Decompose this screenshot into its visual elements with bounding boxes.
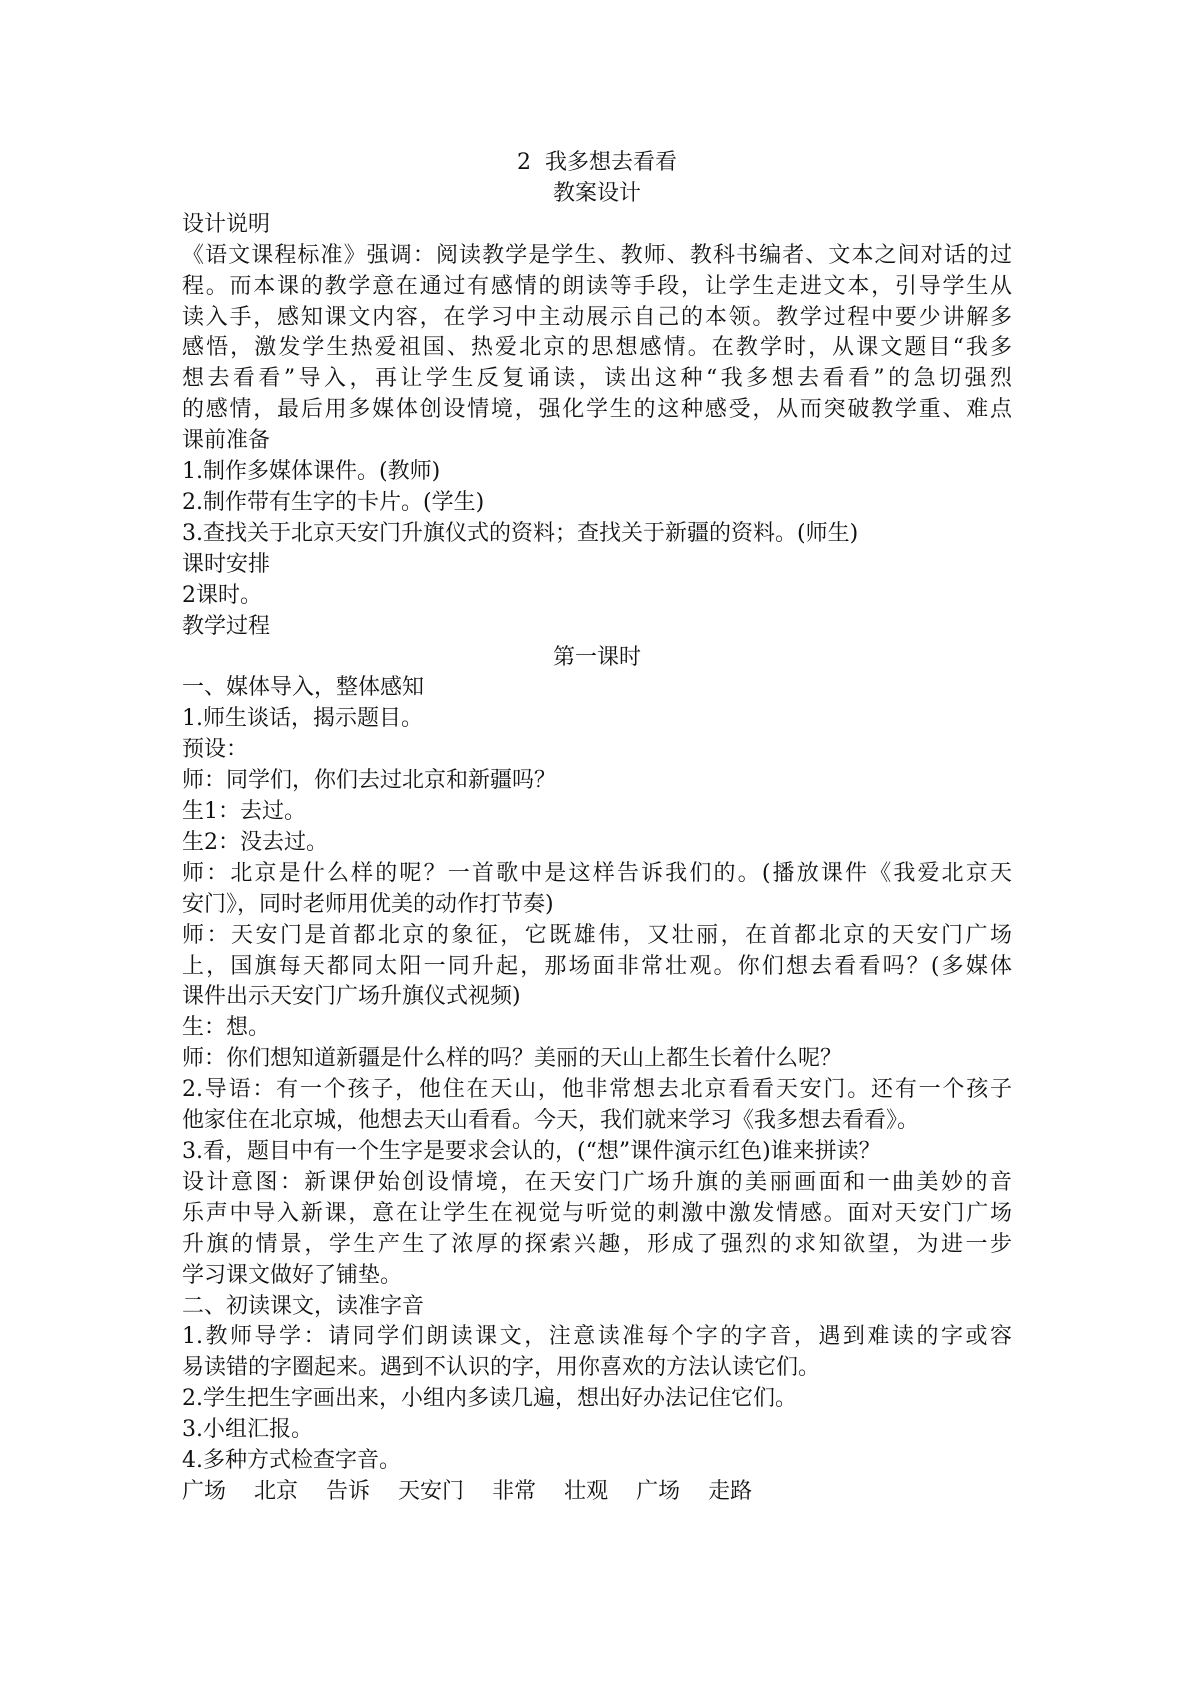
paragraph-line: 2.导语：有一个孩子，他住在天山，他非常想去北京看看天安门。还有一个孩子 bbox=[182, 1077, 1012, 1103]
design-intent-line: 学习课文做好了铺垫。 bbox=[182, 1262, 403, 1288]
design-intent-line: 升旗的情景，学生产生了浓厚的探索兴趣，形成了强烈的求知欲望，为进一步 bbox=[182, 1231, 1012, 1257]
intro-line: 的感情，最后用多媒体创设情境，强化学生的这种感受，从而突破教学重、难点 bbox=[182, 397, 1012, 423]
intro-line: 想去看看”导入，再让学生反复诵读，读出这种“我多想去看看”的急切强烈 bbox=[182, 366, 1012, 392]
paragraph-line: 易读错的字圈起来。遇到不认识的字，用你喜欢的方法认读它们。 bbox=[182, 1355, 821, 1381]
design-intent-line: 乐声中导入新课，意在让学生在视觉与听觉的刺激中激发情感。面对天安门广场 bbox=[182, 1200, 1012, 1226]
part1-line: 3.看，题目中有一个生字是要求会认的，(“想”课件演示红色)谁来拼读？ bbox=[182, 1139, 881, 1164]
intro-line: 《语文课程标准》强调：阅读教学是学生、教师、教科书编者、文本之间对话的过 bbox=[182, 242, 1012, 268]
paragraph-line: 安门》，同时老师用优美的动作打节奏) bbox=[182, 891, 554, 917]
part2-line: 2.学生把生字画出来，小组内多读几遍，想出好办法记住它们。 bbox=[182, 1386, 797, 1412]
word-item: 北京 bbox=[254, 1478, 299, 1504]
part1-line: 生：想。 bbox=[182, 1015, 271, 1041]
title-text: 我多想去看看 bbox=[544, 150, 677, 175]
part1-line: 师：你们想知道新疆是什么样的吗？美丽的天山上都生长着什么呢？ bbox=[182, 1046, 843, 1072]
prep-item: 3.查找关于北京天安门升旗仪式的资料；查找关于新疆的资料。(师生) bbox=[182, 520, 859, 546]
word-list bbox=[182, 1477, 1012, 1508]
document-page bbox=[182, 148, 1012, 1508]
section-process: 教学过程 bbox=[182, 613, 271, 639]
word-item: 天安门 bbox=[398, 1478, 465, 1504]
paragraph-line: 师：天安门是首都北京的象征，它既雄伟，又壮丽，在首都北京的天安门广场 bbox=[182, 922, 1012, 948]
lesson1-title: 第一课时 bbox=[552, 644, 641, 670]
part1-line: 1.师生谈话，揭示题目。 bbox=[182, 706, 423, 732]
prep-item: 2.制作带有生字的卡片。(学生) bbox=[182, 489, 485, 515]
word-item: 告诉 bbox=[326, 1478, 371, 1504]
intro-line: 读入手，感知课文内容，在学习中主动展示自己的本领。教学过程中要少讲解多 bbox=[182, 304, 1012, 330]
part2-line: 3.小组汇报。 bbox=[182, 1417, 313, 1443]
prep-item: 1.制作多媒体课件。(教师) bbox=[182, 459, 441, 485]
word-item: 广场 bbox=[182, 1478, 227, 1504]
part1-line: 生2：没去过。 bbox=[182, 829, 328, 855]
part2-title: 二、初读课文，读准字音 bbox=[182, 1293, 425, 1319]
part2-line: 4.多种方式检查字音。 bbox=[182, 1448, 401, 1474]
section-design-note: 设计说明 bbox=[182, 211, 271, 237]
paragraph-line: 上，国旗每天都同太阳一同升起，那场面非常壮观。你们想去看看吗？(多媒体 bbox=[182, 953, 1012, 979]
doc-subtitle: 教案设计 bbox=[552, 180, 641, 206]
part1-title: 一、媒体导入，整体感知 bbox=[182, 675, 425, 701]
word-item: 非常 bbox=[492, 1478, 537, 1504]
section-prep: 课前准备 bbox=[182, 428, 271, 454]
part1-line: 预设： bbox=[182, 737, 249, 763]
paragraph-line: 师：北京是什么样的呢？一首歌中是这样告诉我们的。(播放课件《我爱北京天 bbox=[182, 860, 1012, 886]
schedule-text: 2课时。 bbox=[182, 582, 262, 608]
paragraph-line: 他家住在北京城，他想去天山看看。今天，我们就来学习《我多想去看看》。 bbox=[182, 1108, 920, 1134]
paragraph-line: 课件出示天安门广场升旗仪式视频) bbox=[182, 984, 521, 1010]
paragraph-line: 1.教师导学：请同学们朗读课文，注意读准每个字的字音，遇到难读的字或容 bbox=[182, 1324, 1012, 1350]
section-schedule: 课时安排 bbox=[182, 551, 271, 577]
word-item: 广场 bbox=[636, 1478, 681, 1504]
doc-title bbox=[182, 148, 1012, 179]
intro-line: 程。而本课的教学意在通过有感情的朗读等手段，让学生走进文本，引导学生从 bbox=[182, 273, 1012, 299]
word-item: 走路 bbox=[708, 1478, 753, 1504]
part1-line: 生1：去过。 bbox=[182, 799, 306, 825]
intro-line: 感悟，激发学生热爱祖国、热爱北京的思想感情。在教学时，从课文题目“我多 bbox=[182, 335, 1012, 361]
design-intent-line: 设计意图：新课伊始创设情境，在天安门广场升旗的美丽画面和一曲美妙的音 bbox=[182, 1169, 1012, 1195]
word-item: 壮观 bbox=[564, 1478, 609, 1504]
title-number: 2 bbox=[516, 150, 531, 175]
part1-line: 师：同学们，你们去过北京和新疆吗？ bbox=[182, 768, 557, 794]
